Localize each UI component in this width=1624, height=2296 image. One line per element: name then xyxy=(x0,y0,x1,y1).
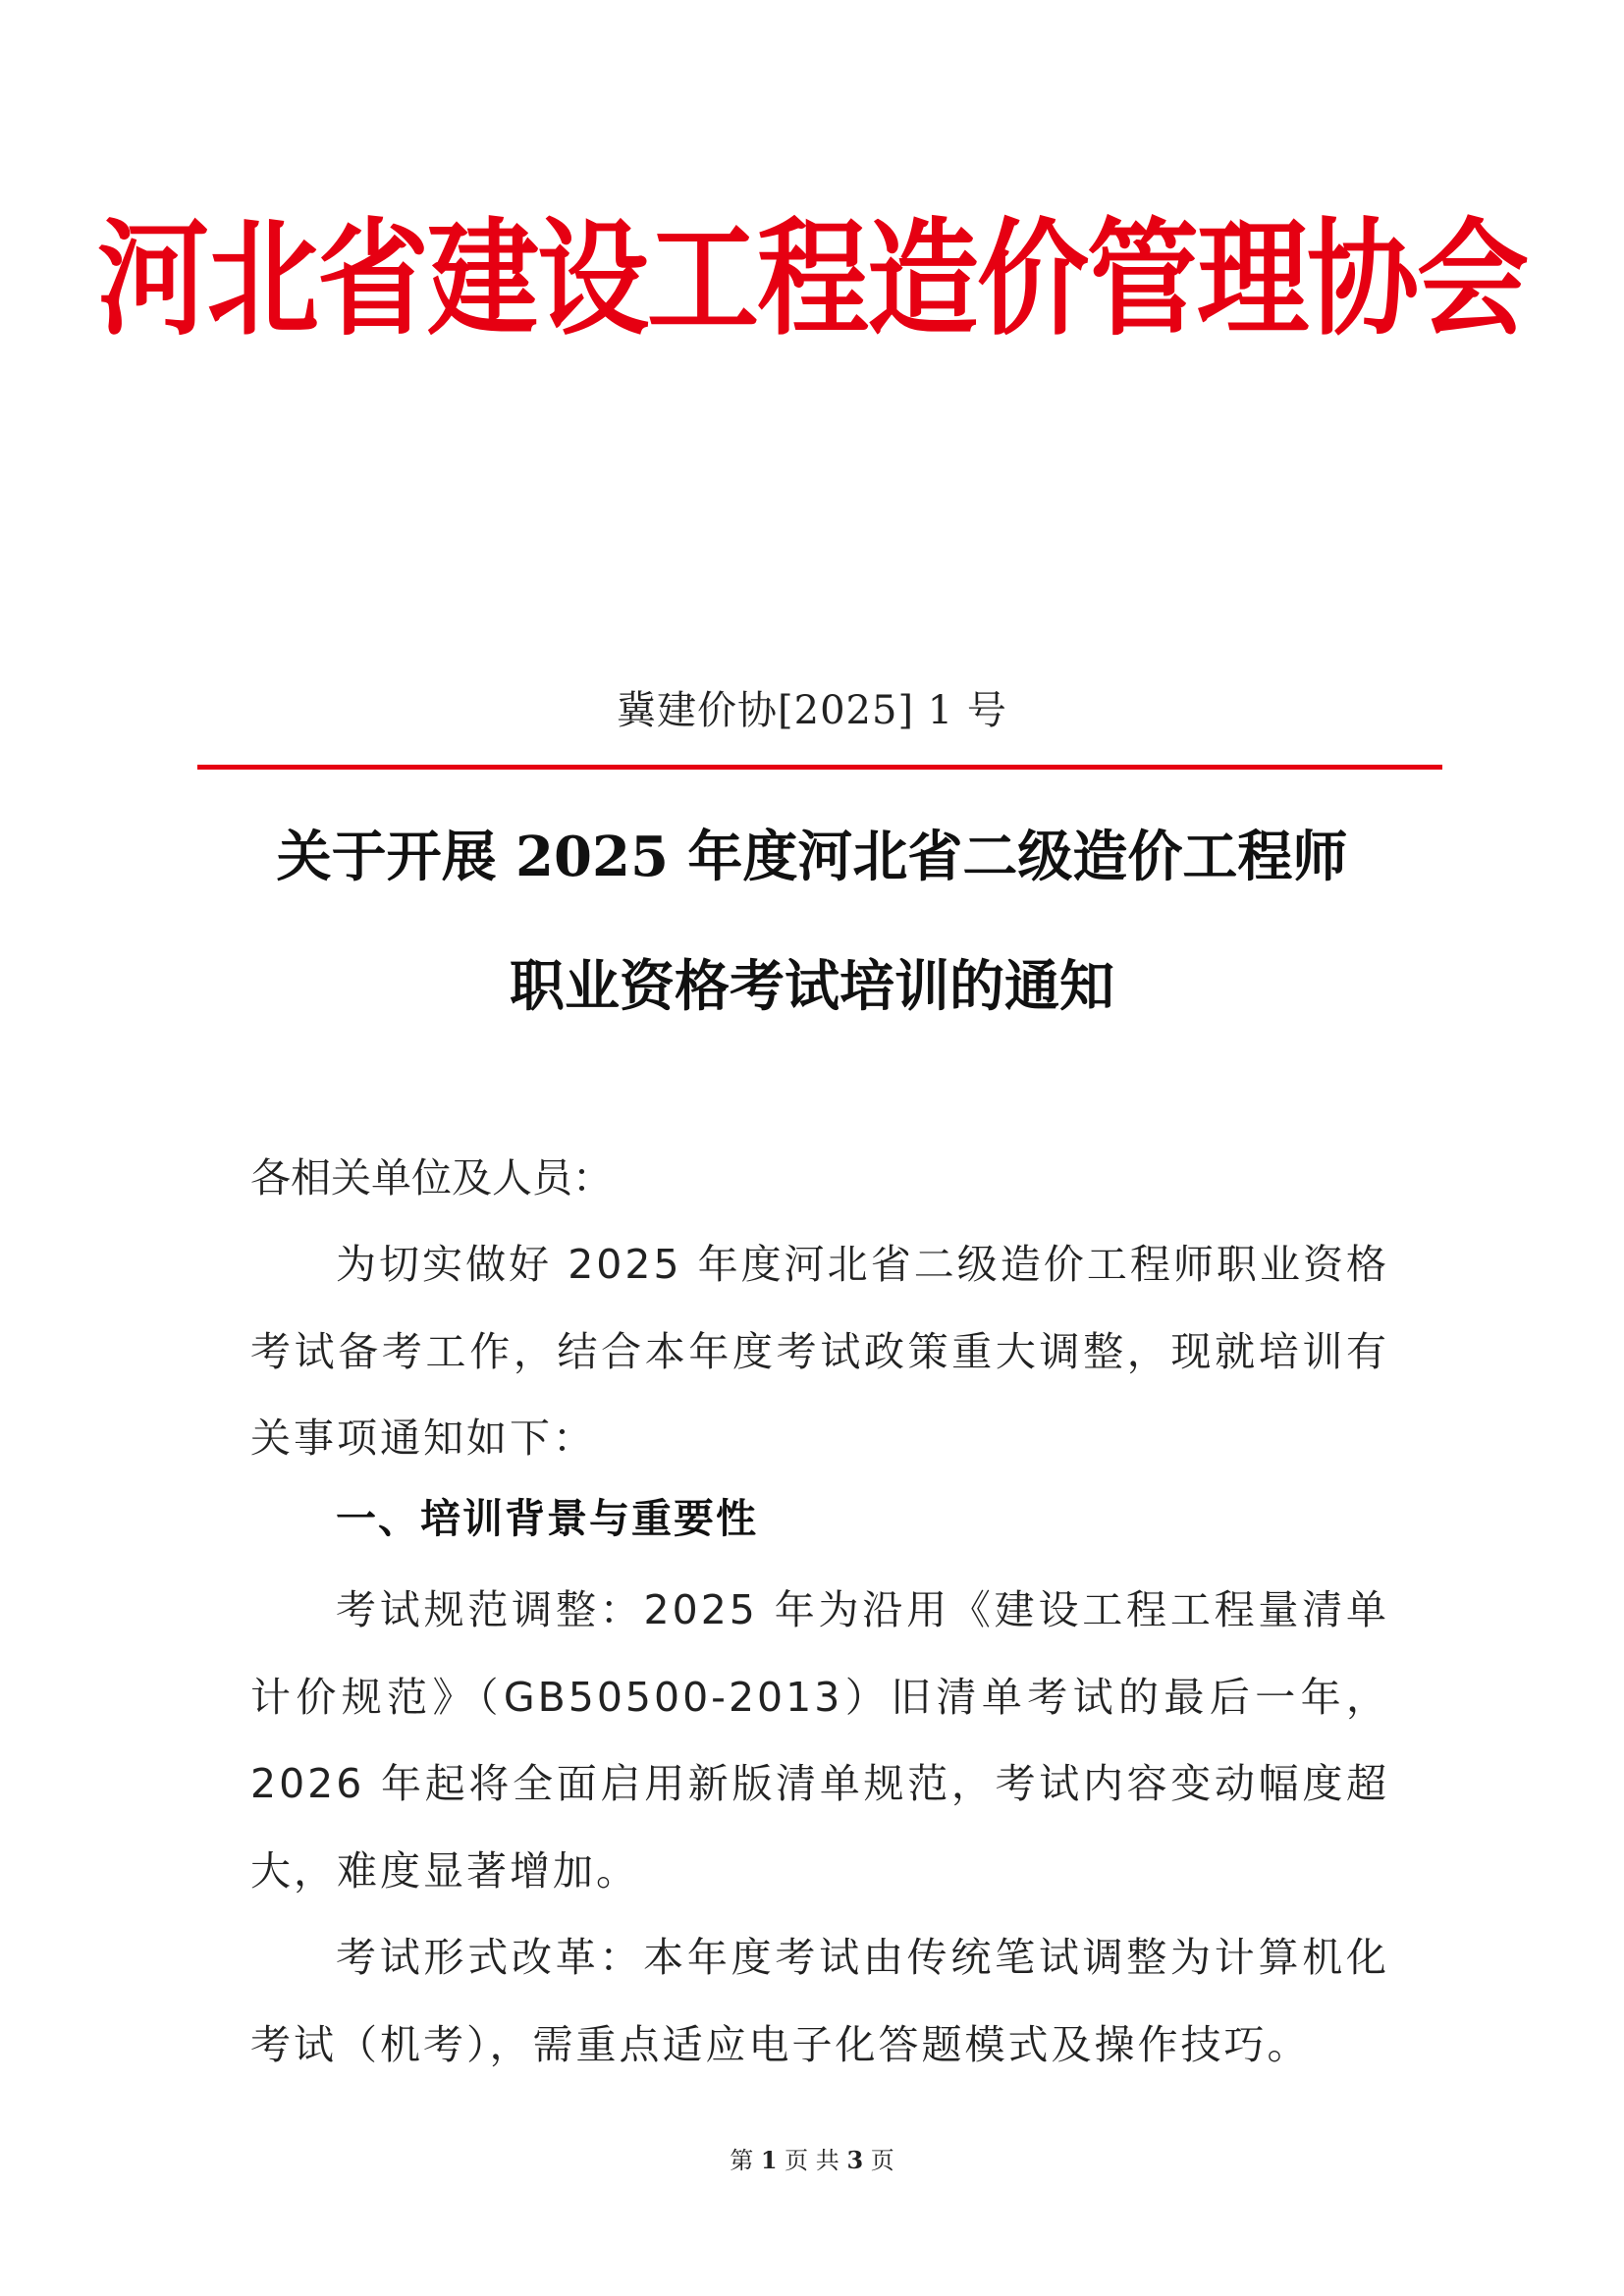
footer-total-pages: 3 xyxy=(846,2146,864,2174)
section-1-heading: 一、培训背景与重要性 xyxy=(336,1495,758,1542)
footer-prefix: 第 xyxy=(730,2147,754,2174)
exam-format-paragraph: 考试形式改革：本年度考试由传统笔试调整为计算机化考试（机考），需重点适应电子化答题模式及操作技巧。 xyxy=(250,1934,1389,2068)
footer-suffix: 页 xyxy=(870,2147,894,2174)
exam-spec-paragraph: 考试规范调整：2025 年为沿用《建设工程工程量清单计价规范》（GB50500-2013）旧清单考试的最后一年，2026 年起将全面启用新版清单规范，考试内容变动幅度超大，难度显著增加。 xyxy=(250,1586,1389,1895)
red-divider xyxy=(197,765,1442,770)
salutation: 各相关单位及人员： xyxy=(250,1154,613,1201)
document-title-line-2: 职业资格考试培训的通知 xyxy=(510,954,1114,1019)
document-number: 冀建价协[2025] 1 号 xyxy=(617,688,1007,733)
intro-paragraph: 为切实做好 2025 年度河北省二级造价工程师职业资格考试备考工作，结合本年度考试政策重大调整，现就培训有关事项通知如下： xyxy=(250,1241,1389,1462)
footer-middle: 页 共 xyxy=(785,2147,839,2174)
page-footer xyxy=(0,2143,1624,2178)
document-title-line-1: 关于开展 2025 年度河北省二级造价工程师 xyxy=(276,825,1348,889)
organization-header: 河北省建设工程造价管理协会 xyxy=(96,205,1527,352)
footer-page-number: 1 xyxy=(760,2146,778,2174)
